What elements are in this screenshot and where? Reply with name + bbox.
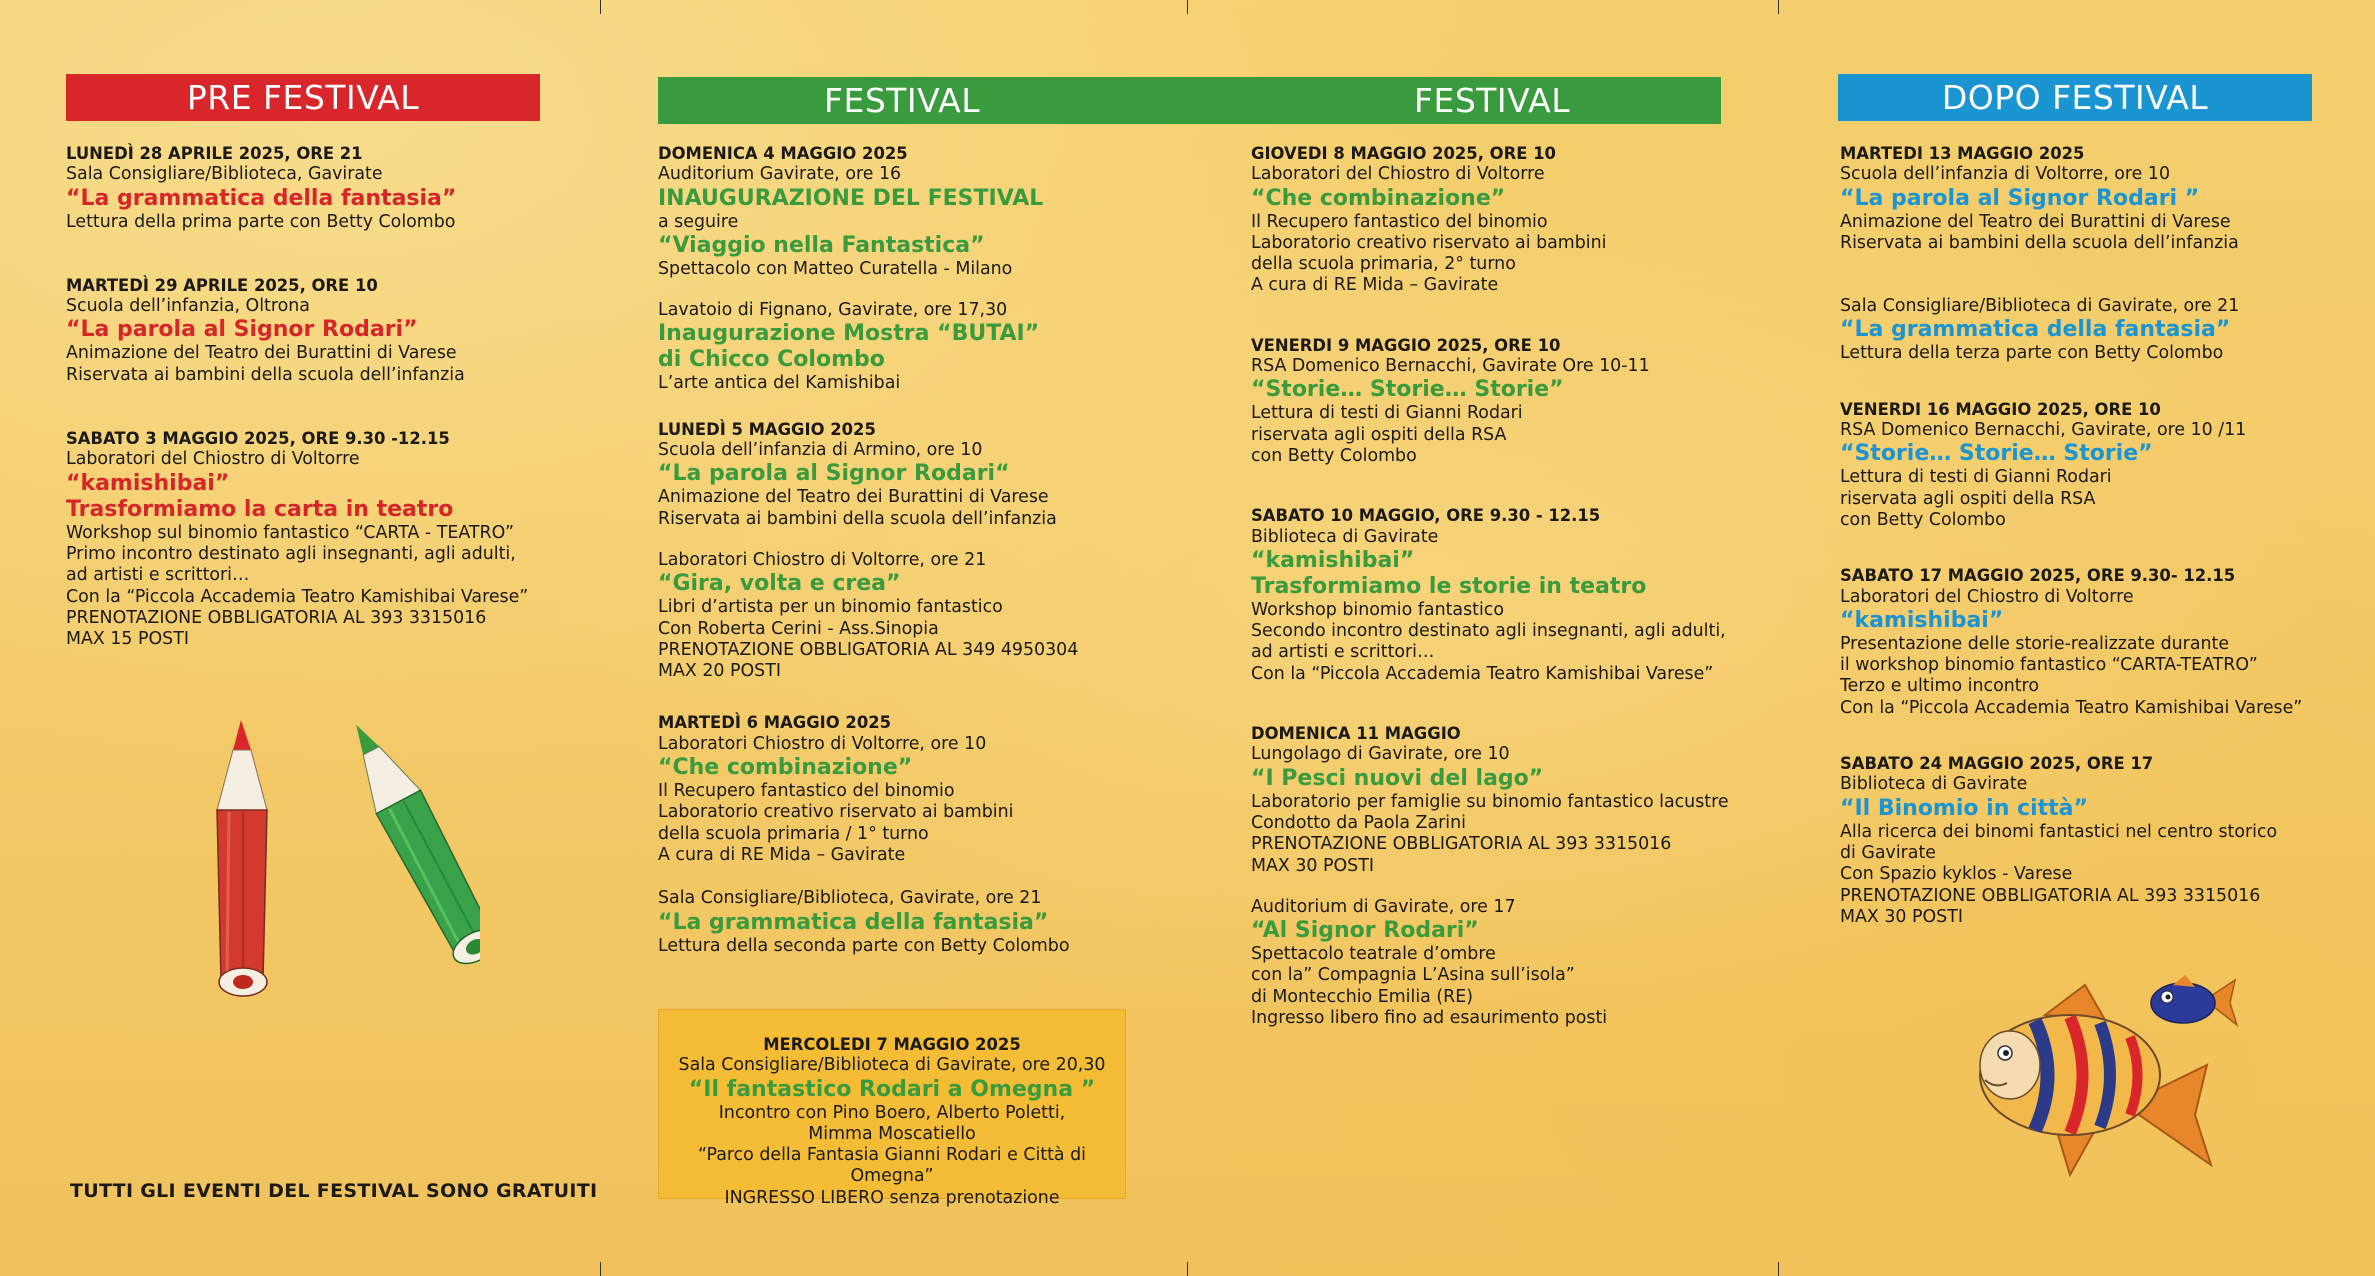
event-title: INAUGURAZIONE DEL FESTIVAL bbox=[658, 185, 1044, 211]
pre-festival-banner: PRE FESTIVAL bbox=[66, 74, 540, 121]
event-place: Scuola dell’infanzia di Voltorre, ore 10 bbox=[1840, 164, 2171, 185]
fold-mark bbox=[1778, 1262, 1779, 1276]
event-block bbox=[1251, 897, 1771, 1029]
event-line: il workshop binomio fantastico “CARTA-TEATRO” bbox=[1840, 655, 2258, 676]
festival-banner bbox=[658, 77, 1721, 124]
event-line: L’arte antica del Kamishibai bbox=[658, 373, 901, 394]
event-block bbox=[1840, 399, 2360, 531]
festival-banner-label-1: FESTIVAL bbox=[824, 81, 981, 120]
event-line: “Parco della Fantasia Gianni Rodari e Città di Omegna” bbox=[698, 1145, 1086, 1187]
festival-banner-label-2: FESTIVAL bbox=[1414, 81, 1571, 120]
event-block bbox=[658, 712, 1158, 866]
event-line: con Betty Colombo bbox=[1251, 445, 1417, 466]
event-line: MAX 30 POSTI bbox=[1251, 855, 1374, 876]
event-place: Lavatoio di Fignano, Gavirate, ore 17,30 bbox=[658, 300, 1008, 321]
event-date: VENERDI 16 MAGGIO 2025, ORE 10 bbox=[1840, 399, 2161, 419]
event-line: Workshop binomio fantastico bbox=[1251, 599, 1504, 620]
event-line: Animazione del Teatro dei Burattini di Varese bbox=[658, 487, 1049, 508]
fish-icon bbox=[1975, 965, 2245, 1185]
event-line: Ingresso libero fino ad esaurimento posti bbox=[1251, 1008, 1608, 1029]
event-line: PRENOTAZIONE OBBLIGATORIA AL 393 3315016 bbox=[1251, 834, 1672, 855]
event-block bbox=[658, 888, 1158, 957]
event-line: Con Roberta Cerini - Ass.Sinopia bbox=[658, 618, 939, 639]
event-place: Laboratori del Chiostro di Voltorre bbox=[1251, 164, 1545, 185]
event-place: Laboratori del Chiostro di Voltorre bbox=[66, 449, 360, 470]
event-date: MARTEDÌ 6 MAGGIO 2025 bbox=[658, 713, 892, 733]
event-place: Biblioteca di Gavirate bbox=[1840, 774, 2028, 795]
event-line: ad artisti e scrittori… bbox=[66, 565, 250, 586]
event-line: Mimma Moscatiello bbox=[808, 1123, 976, 1144]
event-title: “La grammatica della fantasia” bbox=[1840, 317, 2231, 343]
event-line: Lettura della terza parte con Betty Colombo bbox=[1840, 343, 2224, 364]
festival-column-1 bbox=[658, 143, 1158, 977]
event-title: “kamishibai” bbox=[1251, 547, 1415, 573]
event-title: “Il Binomio in città” bbox=[1840, 795, 2088, 821]
event-line: Spettacolo teatrale d’ombre bbox=[1251, 944, 1496, 965]
event-title: “Viaggio nella Fantastica” bbox=[658, 232, 985, 258]
fold-mark bbox=[1778, 0, 1779, 14]
event-block bbox=[66, 143, 566, 233]
event-line: Con Spazio kyklos - Varese bbox=[1840, 864, 2073, 885]
event-title: “Storie… Storie… Storie” bbox=[1840, 441, 2153, 467]
event-place: Auditorium di Gavirate, ore 17 bbox=[1251, 896, 1516, 917]
event-block bbox=[1840, 143, 2360, 254]
event-title: “Gira, volta e crea” bbox=[658, 571, 901, 597]
event-block bbox=[1251, 723, 1771, 877]
event-date: SABATO 17 MAGGIO 2025, ORE 9.30- 12.15 bbox=[1840, 566, 2236, 586]
event-line: Terzo e ultimo incontro bbox=[1840, 676, 2039, 697]
event-block bbox=[658, 550, 1158, 682]
event-block bbox=[66, 428, 566, 650]
event-title: “I Pesci nuovi del lago” bbox=[1251, 765, 1544, 791]
event-date: MARTEDÌ 29 APRILE 2025, ORE 10 bbox=[66, 275, 378, 295]
event-title: “kamishibai” bbox=[1840, 607, 2004, 633]
event-date: SABATO 3 MAGGIO 2025, ORE 9.30 -12.15 bbox=[66, 429, 450, 449]
event-line: MAX 15 POSTI bbox=[66, 629, 189, 650]
event-line: Primo incontro destinato agli insegnanti, agli adulti, bbox=[66, 543, 516, 564]
free-events-note: TUTTI GLI EVENTI DEL FESTIVAL SONO GRATUITI bbox=[70, 1180, 598, 1202]
event-line: Laboratorio creativo riservato ai bambini bbox=[658, 802, 1014, 823]
event-line: Lettura della prima parte con Betty Colombo bbox=[66, 211, 456, 232]
event-title: Trasformiamo la carta in teatro bbox=[66, 496, 454, 522]
event-line: Condotto da Paola Zarini bbox=[1251, 812, 1466, 833]
event-line: Laboratorio creativo riservato ai bambini bbox=[1251, 232, 1607, 253]
fold-mark bbox=[600, 1262, 601, 1276]
event-title: Trasformiamo le storie in teatro bbox=[1251, 573, 1647, 599]
event-line: riservata agli ospiti della RSA bbox=[1251, 424, 1507, 445]
fold-mark bbox=[1187, 1262, 1188, 1276]
event-block bbox=[658, 300, 1158, 395]
event-line: con Betty Colombo bbox=[1840, 509, 2006, 530]
event-date: LUNEDÌ 5 MAGGIO 2025 bbox=[658, 419, 876, 439]
event-line: di Montecchio Emilia (RE) bbox=[1251, 986, 1473, 1007]
pre-festival-column bbox=[66, 143, 566, 674]
dopo-festival-column bbox=[1840, 143, 2360, 952]
event-date: LUNEDÌ 28 APRILE 2025, ORE 21 bbox=[66, 144, 363, 163]
event-line: Animazione del Teatro dei Burattini di Varese bbox=[66, 343, 457, 364]
event-block bbox=[1251, 335, 1771, 467]
event-block bbox=[1840, 753, 2360, 928]
event-line: Lettura di testi di Gianni Rodari bbox=[1251, 403, 1523, 424]
event-date: DOMENICA 4 MAGGIO 2025 bbox=[658, 144, 908, 163]
event-place: Scuola dell’infanzia, Oltrona bbox=[66, 296, 310, 317]
event-line: con la” Compagnia L’Asina sull’isola” bbox=[1251, 965, 1575, 986]
event-line: di Gavirate bbox=[1840, 842, 1936, 863]
event-block bbox=[1840, 296, 2360, 365]
event-line: Incontro con Pino Boero, Alberto Poletti, bbox=[718, 1102, 1066, 1123]
event-line: PRENOTAZIONE OBBLIGATORIA AL 393 3315016 bbox=[1840, 885, 2261, 906]
event-line: Alla ricerca dei binomi fantastici nel centro storico bbox=[1840, 821, 2278, 842]
event-line: Lettura della seconda parte con Betty Colombo bbox=[658, 935, 1070, 956]
event-place: Laboratori del Chiostro di Voltorre bbox=[1840, 586, 2134, 607]
event-line: Secondo incontro destinato agli insegnanti, agli adulti, bbox=[1251, 621, 1726, 642]
event-line: della scuola primaria / 1° turno bbox=[658, 823, 929, 844]
event-block bbox=[1840, 565, 2360, 719]
event-date: DOMENICA 11 MAGGIO bbox=[1251, 724, 1461, 744]
event-date: GIOVEDI 8 MAGGIO 2025, ORE 10 bbox=[1251, 144, 1556, 163]
event-date: SABATO 10 MAGGIO, ORE 9.30 - 12.15 bbox=[1251, 506, 1601, 526]
event-title: “La parola al Signor Rodari“ bbox=[658, 461, 1010, 487]
event-date: VENERDI 9 MAGGIO 2025, ORE 10 bbox=[1251, 335, 1561, 355]
event-line: Con la “Piccola Accademia Teatro Kamishibai Varese” bbox=[1251, 663, 1714, 684]
fold-mark bbox=[600, 0, 601, 14]
event-line: della scuola primaria, 2° turno bbox=[1251, 254, 1516, 275]
event-line: PRENOTAZIONE OBBLIGATORIA AL 349 4950304 bbox=[658, 639, 1079, 660]
event-title: “Storie… Storie… Storie” bbox=[1251, 377, 1564, 403]
dopo-festival-banner: DOPO FESTIVAL bbox=[1838, 74, 2312, 121]
event-line: Con la “Piccola Accademia Teatro Kamishibai Varese” bbox=[1840, 697, 2303, 718]
event-place: Sala Consigliare/Biblioteca, Gavirate bbox=[66, 164, 383, 185]
event-line: Animazione del Teatro dei Burattini di Varese bbox=[1840, 211, 2231, 232]
event-line: Workshop sul binomio fantastico “CARTA - TEATRO” bbox=[66, 522, 514, 543]
event-title: “Il fantastico Rodari a Omegna ” bbox=[688, 1076, 1096, 1102]
event-line: Libri d’artista per un binomio fantastico bbox=[658, 597, 1003, 618]
event-line: INGRESSO LIBERO senza prenotazione bbox=[724, 1187, 1060, 1208]
event-line: riservata agli ospiti della RSA bbox=[1840, 488, 2096, 509]
event-line: Il Recupero fantastico del binomio bbox=[658, 781, 955, 802]
event-line: Il Recupero fantastico del binomio bbox=[1251, 211, 1548, 232]
event-place: RSA Domenico Bernacchi, Gavirate Ore 10-11 bbox=[1251, 356, 1650, 377]
event-block bbox=[1251, 143, 1771, 297]
festival-column-2 bbox=[1251, 143, 1771, 1053]
event-place: RSA Domenico Bernacchi, Gavirate, ore 10 /11 bbox=[1840, 420, 2247, 441]
event-title: “Che combinazione” bbox=[658, 755, 913, 781]
event-line: ad artisti e scrittori… bbox=[1251, 642, 1435, 663]
event-block bbox=[658, 143, 1158, 280]
event-block bbox=[66, 275, 566, 386]
event-title: “La grammatica della fantasia” bbox=[66, 185, 457, 211]
event-title: “La parola al Signor Rodari” bbox=[66, 317, 418, 343]
event-line: a seguire bbox=[658, 211, 739, 232]
event-place: Sala Consigliare/Biblioteca di Gavirate, ore 20,30 bbox=[678, 1055, 1106, 1076]
event-line: A cura di RE Mida – Gavirate bbox=[658, 844, 906, 865]
event-date: MARTEDI 13 MAGGIO 2025 bbox=[1840, 144, 2085, 163]
event-date: MERCOLEDI 7 MAGGIO 2025 bbox=[763, 1035, 1021, 1054]
event-title: “kamishibai” bbox=[66, 470, 230, 496]
event-line: Riservata ai bambini della scuola dell’infanzia bbox=[1840, 232, 2239, 253]
event-place: Auditorium Gavirate, ore 16 bbox=[658, 164, 902, 185]
event-title: “Al Signor Rodari” bbox=[1251, 918, 1479, 944]
fold-mark bbox=[1187, 0, 1188, 14]
event-title: Inaugurazione Mostra “BUTAI” bbox=[658, 321, 1040, 347]
highlight-event-box bbox=[658, 1009, 1126, 1208]
event-line: MAX 30 POSTI bbox=[1840, 906, 1963, 927]
event-line: Laboratorio per famiglie su binomio fantastico lacustre bbox=[1251, 791, 1729, 812]
event-line: Presentazione delle storie-realizzate durante bbox=[1840, 633, 2230, 654]
event-place: Laboratori Chiostro di Voltorre, ore 21 bbox=[658, 549, 987, 570]
event-line: MAX 20 POSTI bbox=[658, 661, 781, 682]
event-title: “La parola al Signor Rodari ” bbox=[1840, 185, 2200, 211]
event-place: Scuola dell’infanzia di Armino, ore 10 bbox=[658, 440, 983, 461]
event-line: Lettura di testi di Gianni Rodari bbox=[1840, 467, 2112, 488]
event-title: di Chicco Colombo bbox=[658, 347, 885, 373]
event-place: Laboratori Chiostro di Voltorre, ore 10 bbox=[658, 733, 987, 754]
event-block bbox=[658, 419, 1158, 530]
event-place: Sala Consigliare/Biblioteca di Gavirate, ore 21 bbox=[1840, 296, 2240, 317]
event-place: Sala Consigliare/Biblioteca, Gavirate, ore 21 bbox=[658, 888, 1042, 909]
event-line: Con la “Piccola Accademia Teatro Kamishibai Varese” bbox=[66, 586, 529, 607]
event-line: PRENOTAZIONE OBBLIGATORIA AL 393 3315016 bbox=[66, 607, 487, 628]
pencils-icon bbox=[160, 720, 480, 1010]
event-block bbox=[1251, 505, 1771, 685]
event-title: “Che combinazione” bbox=[1251, 185, 1506, 211]
event-title: “La grammatica della fantasia” bbox=[658, 909, 1049, 935]
event-line: Riservata ai bambini della scuola dell’infanzia bbox=[66, 364, 465, 385]
event-line: Spettacolo con Matteo Curatella - Milano bbox=[658, 258, 1013, 279]
event-place: Biblioteca di Gavirate bbox=[1251, 526, 1439, 547]
event-line: A cura di RE Mida – Gavirate bbox=[1251, 275, 1499, 296]
event-place: Lungolago di Gavirate, ore 10 bbox=[1251, 744, 1510, 765]
event-line: Riservata ai bambini della scuola dell’infanzia bbox=[658, 508, 1057, 529]
event-date: SABATO 24 MAGGIO 2025, ORE 17 bbox=[1840, 754, 2154, 774]
